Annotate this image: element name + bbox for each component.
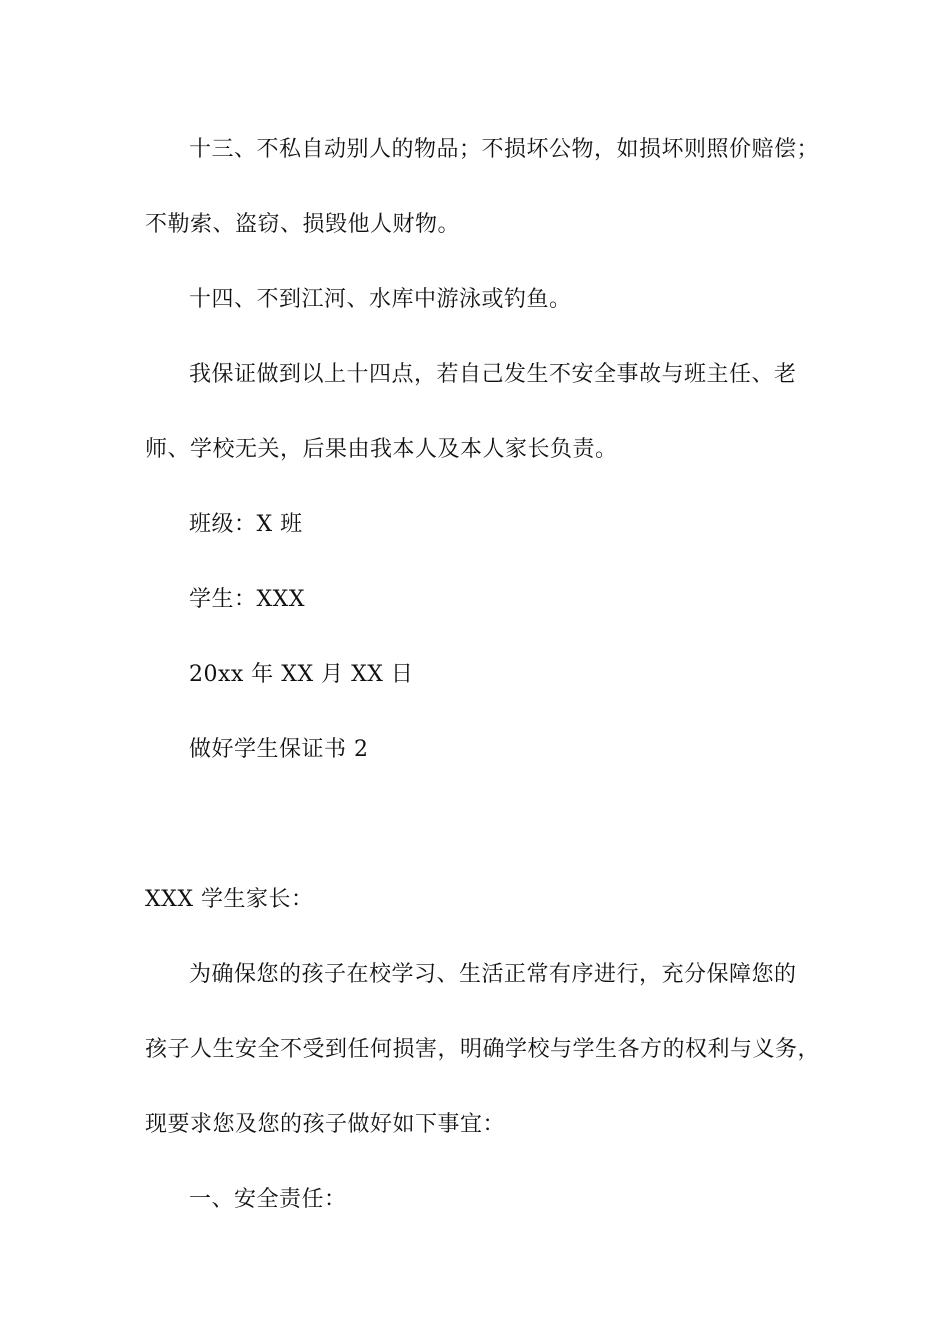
section-title: 做好学生保证书 2	[189, 737, 369, 762]
class-field: 班级：X 班	[189, 512, 303, 537]
section-heading: 一、安全责任：	[189, 1187, 347, 1212]
paragraph-line: 十三、不私自动别人的物品；不损坏公物，如损坏则照价赔偿；	[189, 137, 820, 162]
salutation: XXX 学生家长：	[145, 887, 314, 912]
paragraph-line: 我保证做到以上十四点，若自己发生不安全事故与班主任、老	[189, 362, 797, 387]
date-line: 20xx 年 XX 月 XX 日	[189, 662, 414, 687]
paragraph-line: 为确保您的孩子在校学习、生活正常有序进行，充分保障您的	[189, 962, 797, 987]
paragraph-line: 现要求您及您的孩子做好如下事宜：	[145, 1112, 506, 1137]
paragraph-line: 孩子人生安全不受到任何损害，明确学校与学生各方的权利与义务，	[145, 1037, 821, 1062]
student-field: 学生：XXX	[189, 587, 305, 612]
paragraph-line: 十四、不到江河、水库中游泳或钓鱼。	[189, 287, 572, 312]
paragraph-line: 不勒索、盗窃、损毁他人财物。	[145, 212, 461, 237]
paragraph-line: 师、学校无关，后果由我本人及本人家长负责。	[145, 437, 618, 462]
